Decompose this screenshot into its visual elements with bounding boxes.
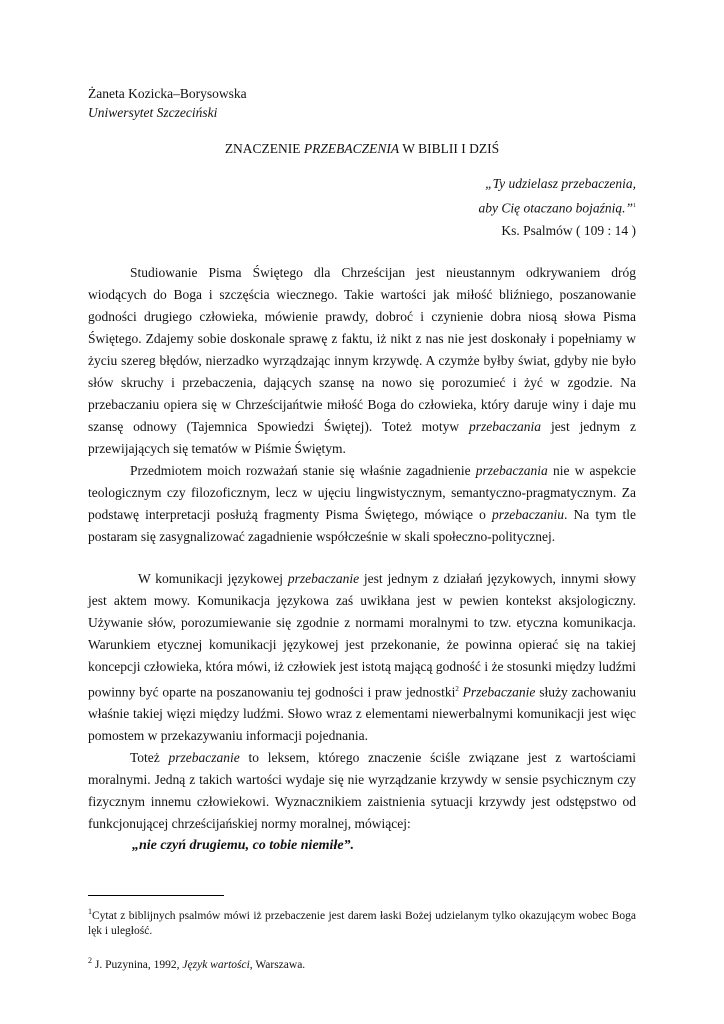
footnote-2-text-a: J. Puzynina, 1992, <box>92 958 183 971</box>
paragraph-1-end: jest jednym z przewijających się tematów w Piśmie Świętym. <box>88 418 636 456</box>
footnote-2-title: Język wartości <box>182 958 250 971</box>
epigraph-line-1: „Ty udzielasz przebaczenia, <box>485 176 636 191</box>
paragraph-3-text-c: służy zachowaniu właśnie takiej więzi między ludźmi. Słowo wraz z elementami niewerbalnymi komunikacji jest więc pomostem w przekazywaniu informacji pojednania. <box>88 684 637 743</box>
footnote-2-text-b: , Warszawa. <box>249 958 306 971</box>
paragraph-2-text-a: Przedmiotem moich rozważań stanie się właśnie zagadnienie <box>130 462 476 478</box>
footnote-separator <box>88 895 224 896</box>
paragraph-3 <box>88 568 636 748</box>
university-name: Uniwersytet Szczeciński <box>88 105 218 120</box>
epigraph-line-2: aby Cię otaczano bojaźnią.” <box>478 200 633 216</box>
paragraph-3-emphasis-2: Przebaczanie <box>458 684 536 699</box>
paragraph-4-text-a: Toteż <box>130 750 169 765</box>
paragraph-2-text-b: nie w aspekcie teologicznym czy filozoficznym, lecz w ujęciu lingwistycznym, semantyczno-pragmatycznym. Za podstawę interpretacji posłużą fragmenty Pisma Świętego, mówiące o <box>88 462 637 522</box>
epigraph-footnote-ref: 1 <box>633 203 636 209</box>
paragraph-1-emphasis: przebaczania <box>469 418 542 434</box>
paragraph-2-emphasis-2: przebaczaniu <box>492 506 565 522</box>
title-italic-word: PRZEBACZENIA <box>303 141 400 156</box>
title-part-1: ZNACZENIE <box>224 141 304 156</box>
paragraph-1-text: Studiowanie Pisma Świętego dla Chrześcijan jest nieustannym odkrywaniem dróg wiodących do Boga i szczęścia wiecznego. Takie wartości jak miłość bliźniego, poszanowanie godności drugiego człowieka, mówienie prawdy, dobroć i czynienie dobra niosą słowa Pisma Świętego. Zdajemy sobie doskonale sprawę z faktu, iż nikt z nas nie jest doskonały i popełniamy w życiu szereg błędów, nierzadko wyrządzając innym krzywdę. A czymże byłby świat, gdyby nie było słów skruchy i przebaczenia, dających szansę na nowo się porozumieć i żyć w zgodzie. Na przebaczaniu opiera się w Chrześcijańtwie miłość Boga do człowieka, który daruje winy i daje mu szansę odnowy (Tajemnica Spowiedzi Świętej). Toteż motyw <box>88 264 636 434</box>
footnote-1-number: 1 <box>88 907 92 916</box>
paragraph-2 <box>88 460 636 548</box>
paragraph-4-text-b: to leksem, którego znaczenie ściśle związane jest z wartościami moralnymi. Jedną z takich wartości wydaje się nie wyrządzanie krzywdy w sensie psychicznym czy fizycznym innemu człowiekowi. Wyznacznikiem zaistnienia sytuacji krzywdy jest odstępstwo od funkcjonującej chrześcijańskiej normy moralnej, mówiącej: <box>88 750 636 831</box>
epigraph-line-2-wrap <box>88 195 636 220</box>
paragraph-3-text-a: W komunikacji językowej <box>138 570 288 586</box>
paragraph-2-emphasis-1: przebaczania <box>475 462 548 478</box>
epigraph <box>88 173 636 242</box>
paragraph-2-text-c: . Na tym tle postaram się zasygnalizować zagadnienie współcześnie w skali społeczno-politycznej. <box>88 506 636 544</box>
paragraph-3-text-b: jest jednym z działań językowych, innymi słowy jest aktem mowy. Komunikacja językowa zaś uwikłana jest w pewien kontekst aksjologiczny. Używanie słów, porozumiewanie się zgodnie z normami moralnymi to tzw. etyczna komunikacja. Warunkiem etycznej komunikacji językowej jest przekonanie, że powinna opierać się na takiej koncepcji człowieka, która mówi, iż człowiek jest istotą mającą godność i że stosunki między ludźmi powinny być oparte na poszanowaniu tej godności i praw jednostki <box>88 570 636 699</box>
paragraph-1 <box>88 262 636 460</box>
paragraph-3-emphasis-1: przebaczanie <box>287 570 360 586</box>
title-part-3: W BIBLII I DZIŚ <box>399 141 500 156</box>
document-title <box>88 139 636 158</box>
epigraph-source: Ks. Psalmów ( 109 : 14 ) <box>501 222 636 238</box>
paragraph-4 <box>88 747 636 835</box>
paragraph-3-footnote-ref: 2 <box>455 684 459 693</box>
paragraph-4-emphasis: przebaczanie <box>168 750 240 765</box>
footnote-1-text: Cytat z biblijnych psalmów mówi iż przebaczenie jest darem łaski Bożej udzielanym tylko okazującym wobec Boga lęk i uległość. <box>88 909 636 937</box>
moral-norm-quote: „nie czyń drugiemu, co tobie niemiłe”. <box>132 838 355 853</box>
footnote-1 <box>88 904 636 939</box>
footnote-2-number: 2 <box>88 955 92 965</box>
footnote-2 <box>88 953 636 973</box>
author-name: Żaneta Kozicka–Borysowska <box>88 86 247 101</box>
